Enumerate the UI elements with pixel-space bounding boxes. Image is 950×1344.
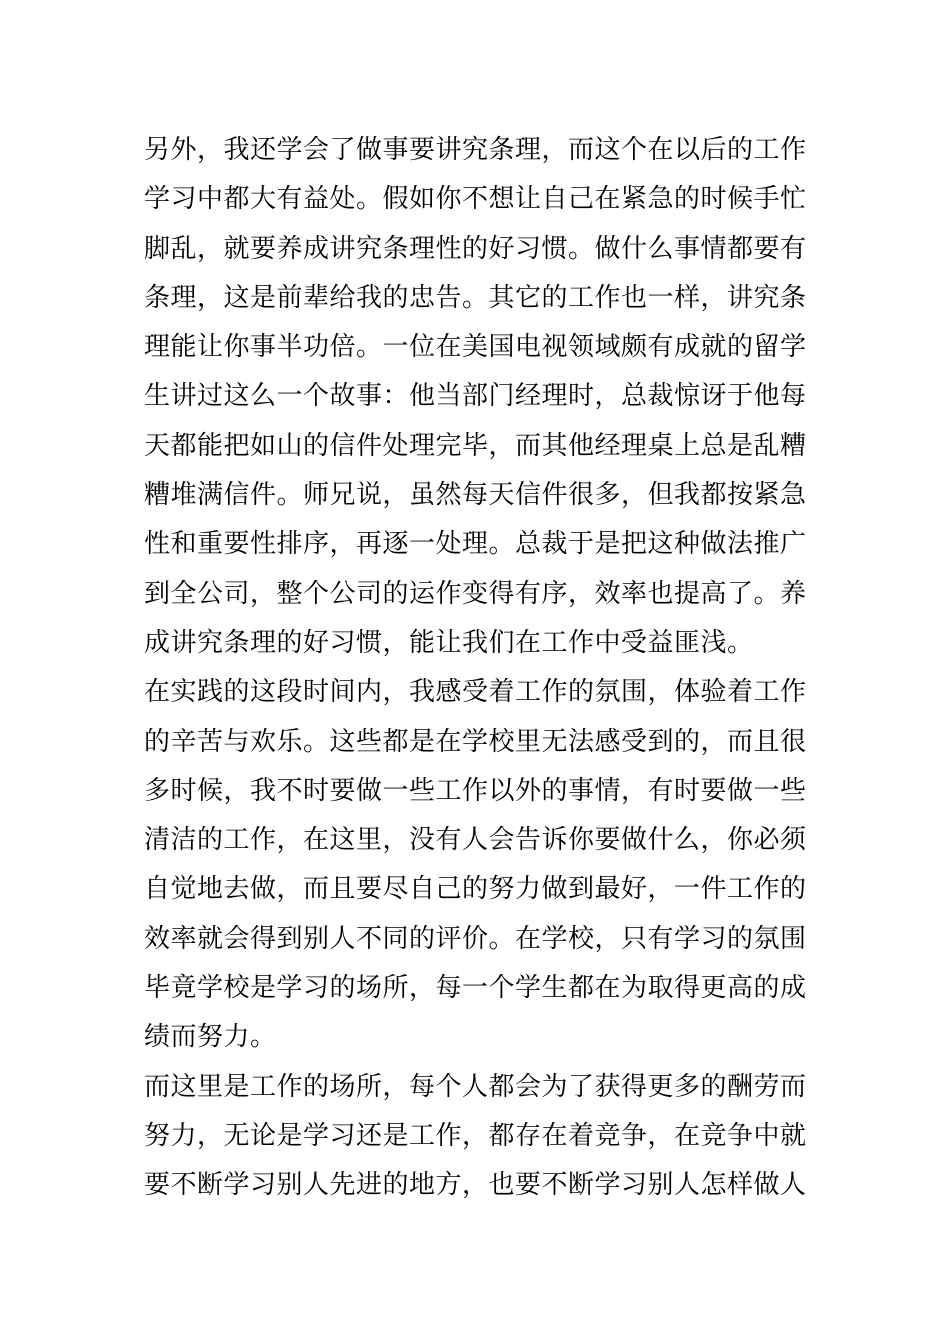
text-line: 到全公司，整个公司的运作变得有序，效率也提高了。养 bbox=[144, 578, 807, 609]
text-line: 清洁的工作，在这里，没有人会告诉你要做什么，你必须 bbox=[144, 825, 807, 856]
text-line: 效率就会得到别人不同的评价。在学校，只有学习的氛围 bbox=[144, 923, 807, 954]
body-text bbox=[144, 126, 824, 1211]
text-line: 成讲究条理的好习惯，能让我们在工作中受益匪浅。 bbox=[144, 627, 754, 658]
text-line: 学习中都大有益处。假如你不想让自己在紧急的时候手忙 bbox=[144, 184, 807, 215]
text-line: 毕竟学校是学习的场所，每一个学生都在为取得更高的成 bbox=[144, 973, 807, 1004]
text-line: 绩而努力。 bbox=[144, 1022, 277, 1053]
text-line: 生讲过这么一个故事：他当部门经理时，总裁惊讶于他每 bbox=[144, 381, 807, 412]
text-line: 自觉地去做，而且要尽自己的努力做到最好，一件工作的 bbox=[144, 874, 807, 905]
text-line: 脚乱，就要养成讲究条理性的好习惯。做什么事情都要有 bbox=[144, 233, 807, 264]
text-line: 在实践的这段时间内，我感受着工作的氛围，体验着工作 bbox=[144, 677, 807, 708]
text-line: 糟堆满信件。师兄说，虽然每天信件很多，但我都按紧急 bbox=[144, 480, 807, 511]
text-line: 天都能把如山的信件处理完毕，而其他经理桌上总是乱糟 bbox=[144, 430, 807, 461]
text-line: 另外，我还学会了做事要讲究条理，而这个在以后的工作 bbox=[144, 135, 807, 165]
text-line: 性和重要性排序，再逐一处理。总裁于是把这种做法推广 bbox=[144, 529, 807, 560]
text-line: 的辛苦与欢乐。这些都是在学校里无法感受到的，而且很 bbox=[144, 726, 807, 757]
text-line: 多时候，我不时要做一些工作以外的事情，有时要做一些 bbox=[144, 775, 807, 806]
text-line: 理能让你事半功倍。一位在美国电视领域颇有成就的留学 bbox=[144, 332, 807, 363]
text-line: 条理，这是前辈给我的忠告。其它的工作也一样，讲究条 bbox=[144, 282, 807, 313]
text-line: 努力，无论是学习还是工作，都存在着竞争，在竞争中就 bbox=[144, 1120, 807, 1151]
text-line: 要不断学习别人先进的地方，也要不断学习别人怎样做人 bbox=[144, 1170, 807, 1201]
text-line: 而这里是工作的场所，每个人都会为了获得更多的酬劳而 bbox=[144, 1071, 807, 1102]
